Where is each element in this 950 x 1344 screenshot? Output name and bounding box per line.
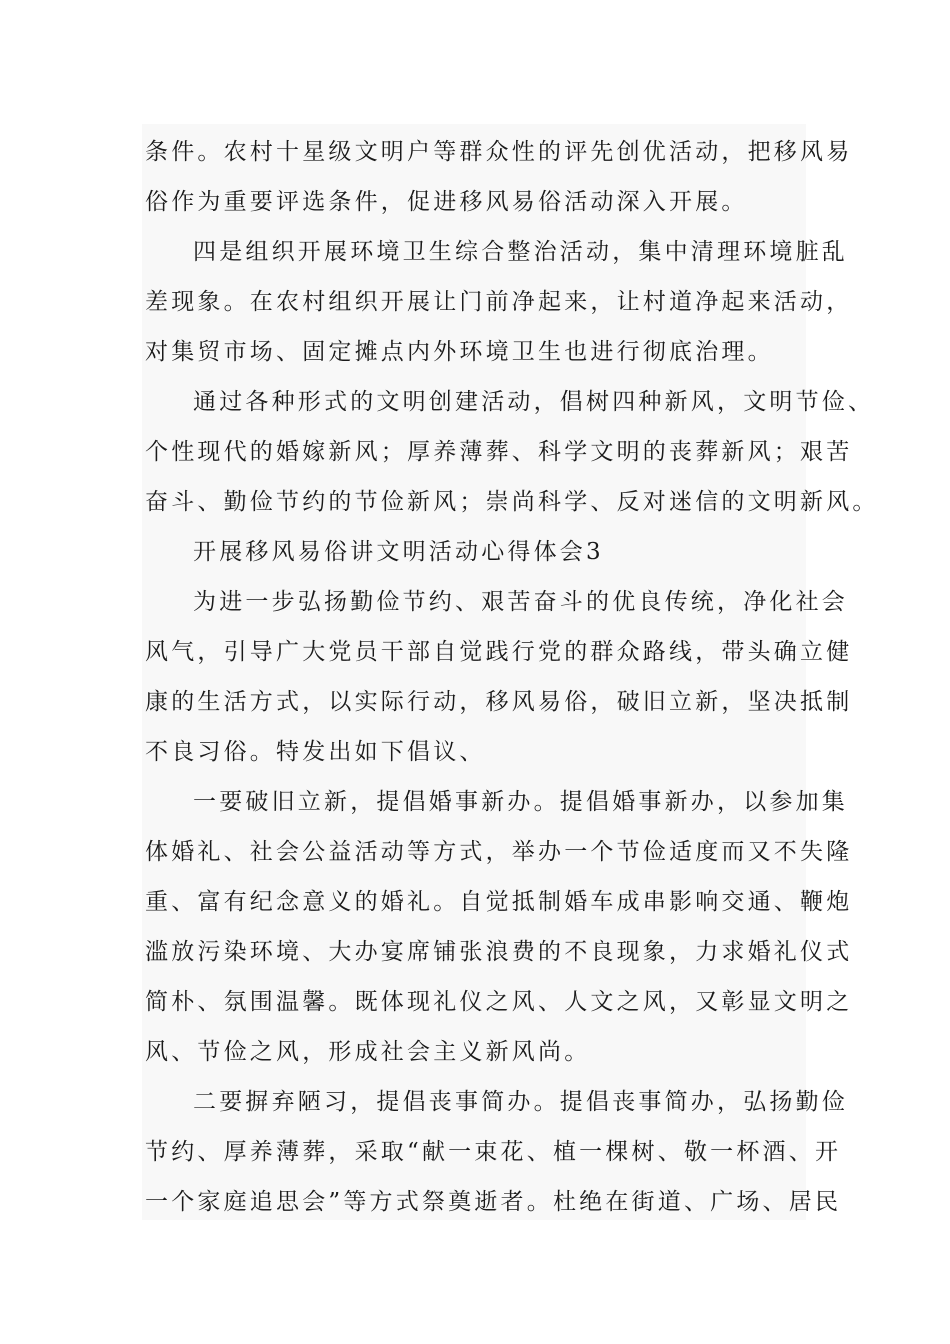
text-line: 滥放污染环境、大办宴席铺张浪费的不良现象，力求婚礼仪式: [145, 939, 853, 965]
text-line: 重、富有纪念意义的婚礼。自觉抵制婚车成串影响交通、鞭炮: [145, 889, 853, 915]
paragraph-start-line: 四是组织开展环境卫生综合整治活动，集中清理环境脏乱: [193, 239, 848, 265]
text-line: 康的生活方式，以实际行动，移风易俗，破旧立新，坚决抵制: [145, 689, 853, 715]
text-line: 节约、厚养薄葬，采取“献一束花、植一棵树、敬一杯酒、开: [145, 1139, 842, 1165]
section-heading: 开展移风易俗讲文明活动心得体会3: [193, 539, 604, 565]
text-line: 风气，引导广大党员干部自觉践行党的群众路线，带头确立健: [145, 639, 853, 665]
paragraph-start-line: 二要摒弃陋习，提倡丧事简办。提倡丧事简办，弘扬勤俭: [193, 1089, 848, 1115]
text-line: 条件。农村十星级文明户等群众性的评先创优活动，把移风易: [145, 139, 853, 165]
paragraph-start-line: 为进一步弘扬勤俭节约、艰苦奋斗的优良传统，净化社会: [193, 589, 848, 615]
paragraph-start-line: 一要破旧立新，提倡婚事新办。提倡婚事新办，以参加集: [193, 789, 848, 815]
text-line: 风、节俭之风，形成社会主义新风尚。: [145, 1039, 591, 1065]
text-line: 俗作为重要评选条件，促进移风易俗活动深入开展。: [145, 189, 748, 215]
text-line: 个性现代的婚嫁新风；厚养薄葬、科学文明的丧葬新风；艰苦: [145, 439, 853, 465]
text-line: 不良习俗。特发出如下倡议、: [145, 739, 486, 765]
paragraph-start-line: 通过各种形式的文明创建活动，倡树四种新风，文明节俭、: [193, 389, 875, 415]
text-line: 一个家庭追思会”等方式祭奠逝者。杜绝在街道、广场、居民: [145, 1189, 842, 1215]
text-line: 差现象。在农村组织开展让门前净起来，让村道净起来活动，: [145, 289, 853, 315]
text-line: 体婚礼、社会公益活动等方式，举办一个节俭适度而又不失隆: [145, 839, 853, 865]
text-line: 简朴、氛围温馨。既体现礼仪之风、人文之风，又彰显文明之: [145, 989, 853, 1015]
text-line: 对集贸市场、固定摊点内外环境卫生也进行彻底治理。: [145, 339, 774, 365]
text-line: 奋斗、勤俭节约的节俭新风；崇尚科学、反对迷信的文明新风。: [145, 489, 879, 515]
